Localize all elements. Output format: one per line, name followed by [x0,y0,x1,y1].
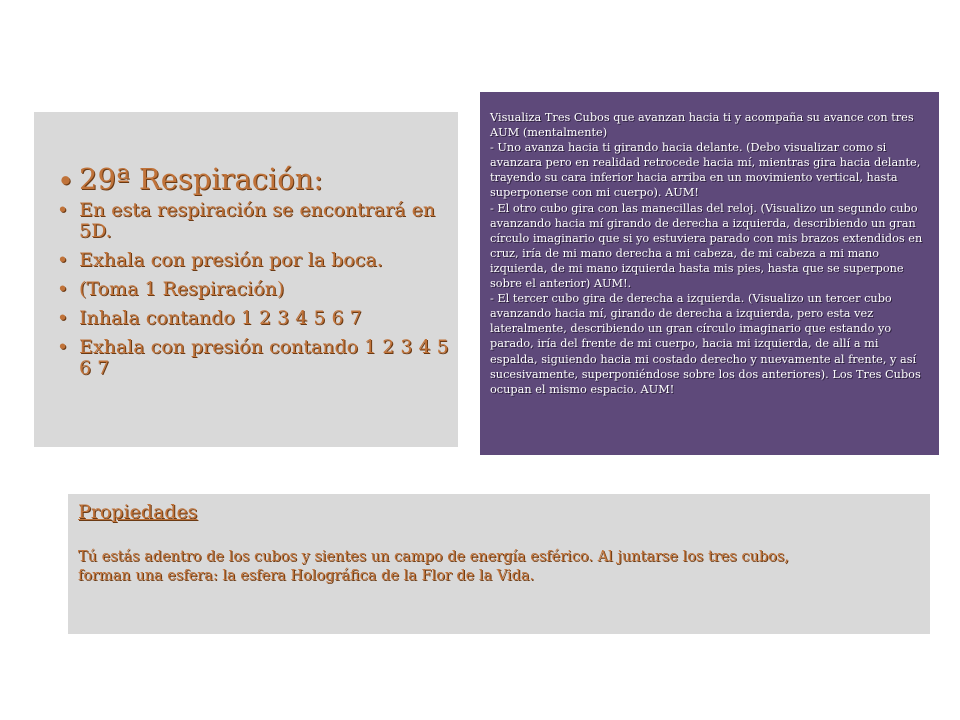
step-item: • Inhala contando 1 2 3 4 5 6 7 [79,308,449,329]
breathing-title: • 29ª Respiración: [79,164,449,194]
visualization-cube-2: - El otro cubo gira con las manecillas del reloj. (Visualizo un segundo cubo avanzando hacia mí girando de derecha a izquierda, describiendo un gran círculo imaginario que si yo estuviera parado con mis brazos extendidos en cruz, iría de mi mano derecha a mi cabeza, de mi cabeza a mi mano izquierda, de mi mano izquierda hasta mis pies, hasta que se superpone sobre el anterior) AUM!. [490,201,923,291]
breathing-steps-list [79,164,449,387]
visualization-cube-3: - El tercer cubo gira de derecha a izquierda. (Visualizo un tercer cubo avanzando hacia mí, girando de derecha a izquierda, pero esta vez lateralmente, describiendo un gran círculo imaginario que estando yo parado, iría del frente de mi cuerpo, hacia mi izquierda, de allí a mi espalda, siguiendo hacia mi costado derecho y nuevamente al frente, y así sucesivamente, superponiéndose sobre los dos anteriores). Los Tres Cubos ocupan el mismo espacio. AUM! [490,292,921,396]
step-item: • En esta respiración se encontrará en 5D. [79,200,449,242]
step-item: • Exhala con presión por la boca. [79,250,449,271]
step-item: • Exhala con presión contando 1 2 3 4 5 6 7 [79,337,449,379]
properties-heading: Propiedades [78,501,198,523]
visualization-cube-1: - Uno avanza hacia ti girando hacia delante. (Debo visualizar como si avanzara pero en realidad retrocede hacia mí, mientras gira hacia delante, trayendo su cara inferior hacia arriba en un movimiento vertical, hasta superponerse con mi cuerpo). AUM! [490,141,921,200]
visualization-panel [480,92,939,455]
visualization-intro: Visualiza Tres Cubos que avanzan hacia ti y acompaña su avance con tres AUM (mentalmente) [490,111,914,140]
step-item: • (Toma 1 Respiración) [79,279,449,300]
properties-panel [68,494,930,634]
properties-text: Tú estás adentro de los cubos y sientes un campo de energía esférico. Al juntarse los tres cubos, forman una esfera: la esfera Holográfica de la Flor de la Vida. [78,549,789,584]
breathing-steps-panel [34,112,458,447]
